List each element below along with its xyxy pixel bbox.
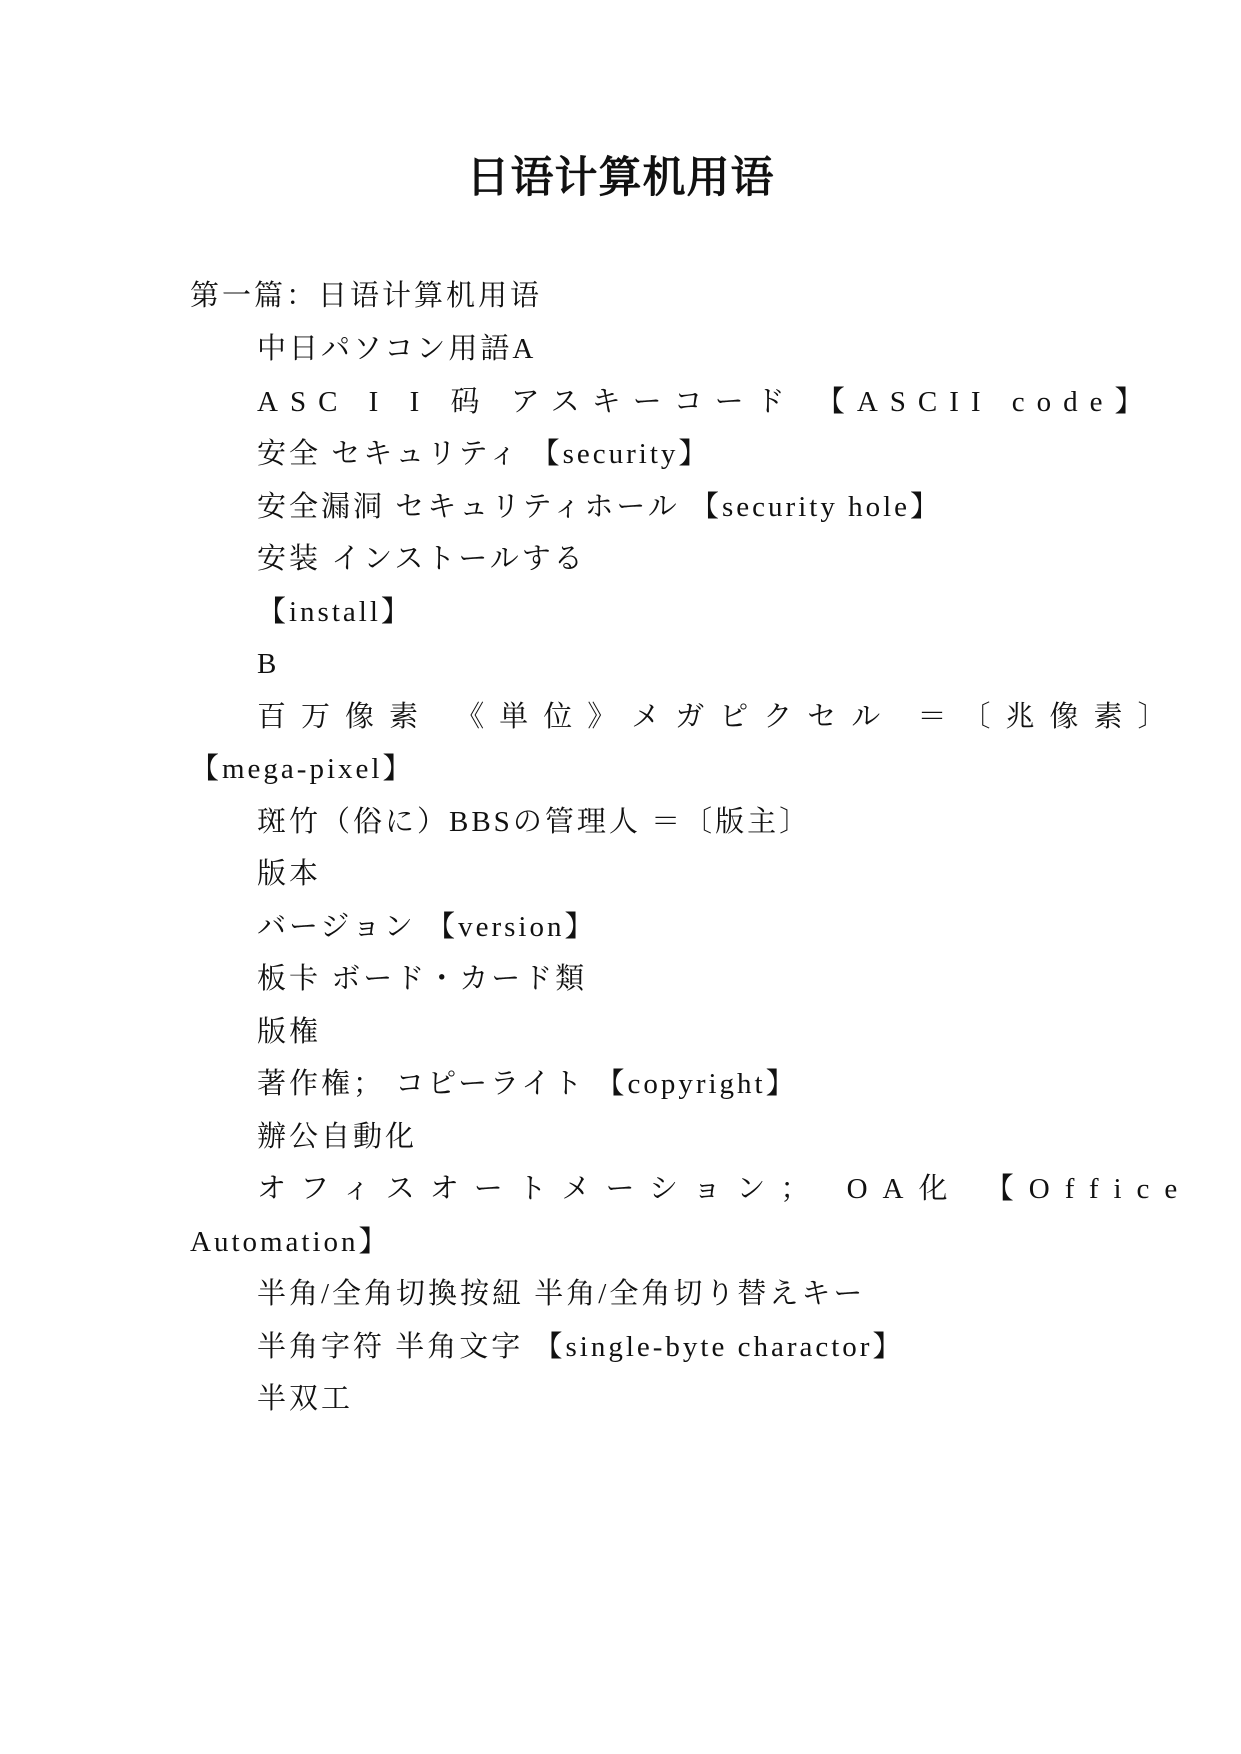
glossary-entry: 安全漏洞 セキュリティホール 【security hole】 <box>257 491 942 523</box>
glossary-entry: 半角字符 半角文字 【single-byte charactor】 <box>257 1331 905 1363</box>
glossary-entry: 百万像素 《単位》メガピクセル ＝〔兆像素〕 <box>257 701 1182 733</box>
section-heading: 第一篇：日语计算机用语 <box>190 280 543 312</box>
glossary-entry: 版権 <box>257 1016 322 1048</box>
document-title: 日语计算机用语 <box>466 153 775 203</box>
glossary-entry-continuation: 【mega-pixel】 <box>190 753 415 785</box>
glossary-entry: 半角/全角切換按紐 半角/全角切り替えキー <box>257 1278 866 1310</box>
glossary-entry: オフィスオートメーション； OA化 【Office <box>257 1173 1193 1205</box>
glossary-entry: 著作権； コピーライト 【copyright】 <box>257 1068 798 1100</box>
glossary-entry: 版本 <box>257 858 322 890</box>
glossary-entry: 安全 セキュリティ 【security】 <box>257 438 711 470</box>
glossary-entry: 斑竹（俗に）BBSの管理人 ＝〔版主〕 <box>257 806 812 838</box>
letter-heading: B <box>257 648 280 680</box>
glossary-entry: 板卡 ボード・カード類 <box>257 963 588 995</box>
glossary-entry-continuation: Automation】 <box>190 1226 391 1258</box>
glossary-entry: 安装 インストールする <box>257 543 586 575</box>
glossary-entry: バージョン 【version】 <box>257 911 597 943</box>
glossary-entry: 辦公自動化 <box>257 1121 418 1153</box>
glossary-entry: 半双工 <box>257 1383 354 1415</box>
subsection-heading: 中日パソコン用語A <box>257 333 537 365</box>
glossary-entry-continuation: 【install】 <box>257 596 413 628</box>
glossary-entry: ASC I I 码 アスキーコード 【ASCII code】 <box>257 386 1156 418</box>
